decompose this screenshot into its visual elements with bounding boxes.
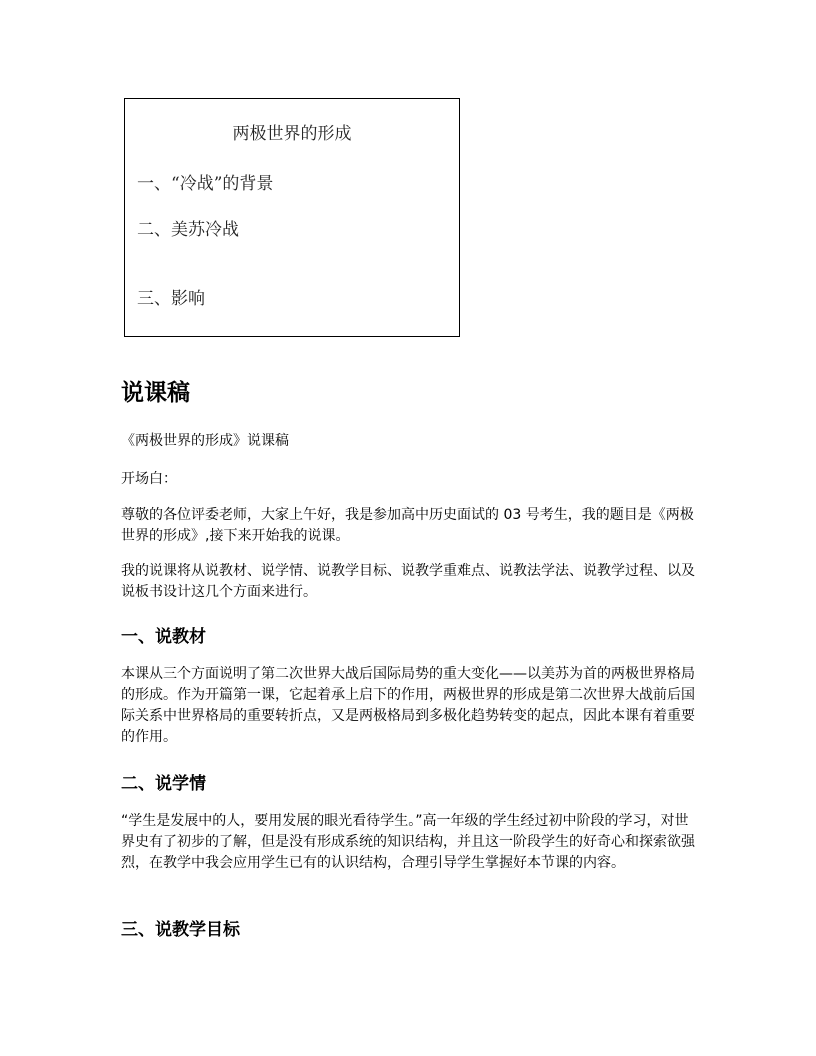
- section-heading-textbook: 一、说教材: [121, 627, 206, 647]
- blackboard-item-impact: 三、影响: [137, 289, 205, 309]
- blackboard-title: 两极世界的形成: [232, 124, 352, 144]
- section-body-textbook: 本课从三个方面说明了第二次世界大战后国际局势的重大变化——以美苏为首的两极世界格局的形成。作为开篇第一课，它起着承上启下的作用，两极世界的形成是第二次世界大战前后国际关系中世界格局的重要转折点，又是两极格局到多极化趋势转变的起点，因此本课有着重要的作用。: [121, 666, 695, 745]
- section-body-students: “学生是发展中的人，要用发展的眼光看待学生。”高一年级的学生经过初中阶段的学习，对世界史有了初步的了解，但是没有形成系统的知识结构，并且这一阶段学生的好奇心和探索欲强烈，在教学中我会应用学生已有的认识结构，合理引导学生掌握好本节课的内容。: [121, 813, 695, 871]
- document-subtitle: 《两极世界的形成》说课稿: [121, 433, 289, 449]
- outline-paragraph: 我的说课将从说教材、说学情、说教学目标、说教学重难点、说教法学法、说教学过程、以及说板书设计这几个方面来进行。: [121, 563, 695, 600]
- blackboard-design-box: [124, 98, 460, 337]
- intro-paragraph: 尊敬的各位评委老师，大家上午好，我是参加高中历史面试的 03 号考生，我的题目是《两极世界的形成》,接下来开始我的说课。: [121, 507, 694, 544]
- section-heading-objectives: 三、说教学目标: [121, 920, 240, 940]
- blackboard-item-cold-war: 二、美苏冷战: [137, 220, 239, 240]
- section-heading-students: 二、说学情: [121, 774, 206, 794]
- blackboard-item-background: 一、“冷战”的背景: [137, 174, 274, 194]
- opening-label: 开场白：: [121, 471, 177, 487]
- document-title: 说课稿: [121, 380, 190, 406]
